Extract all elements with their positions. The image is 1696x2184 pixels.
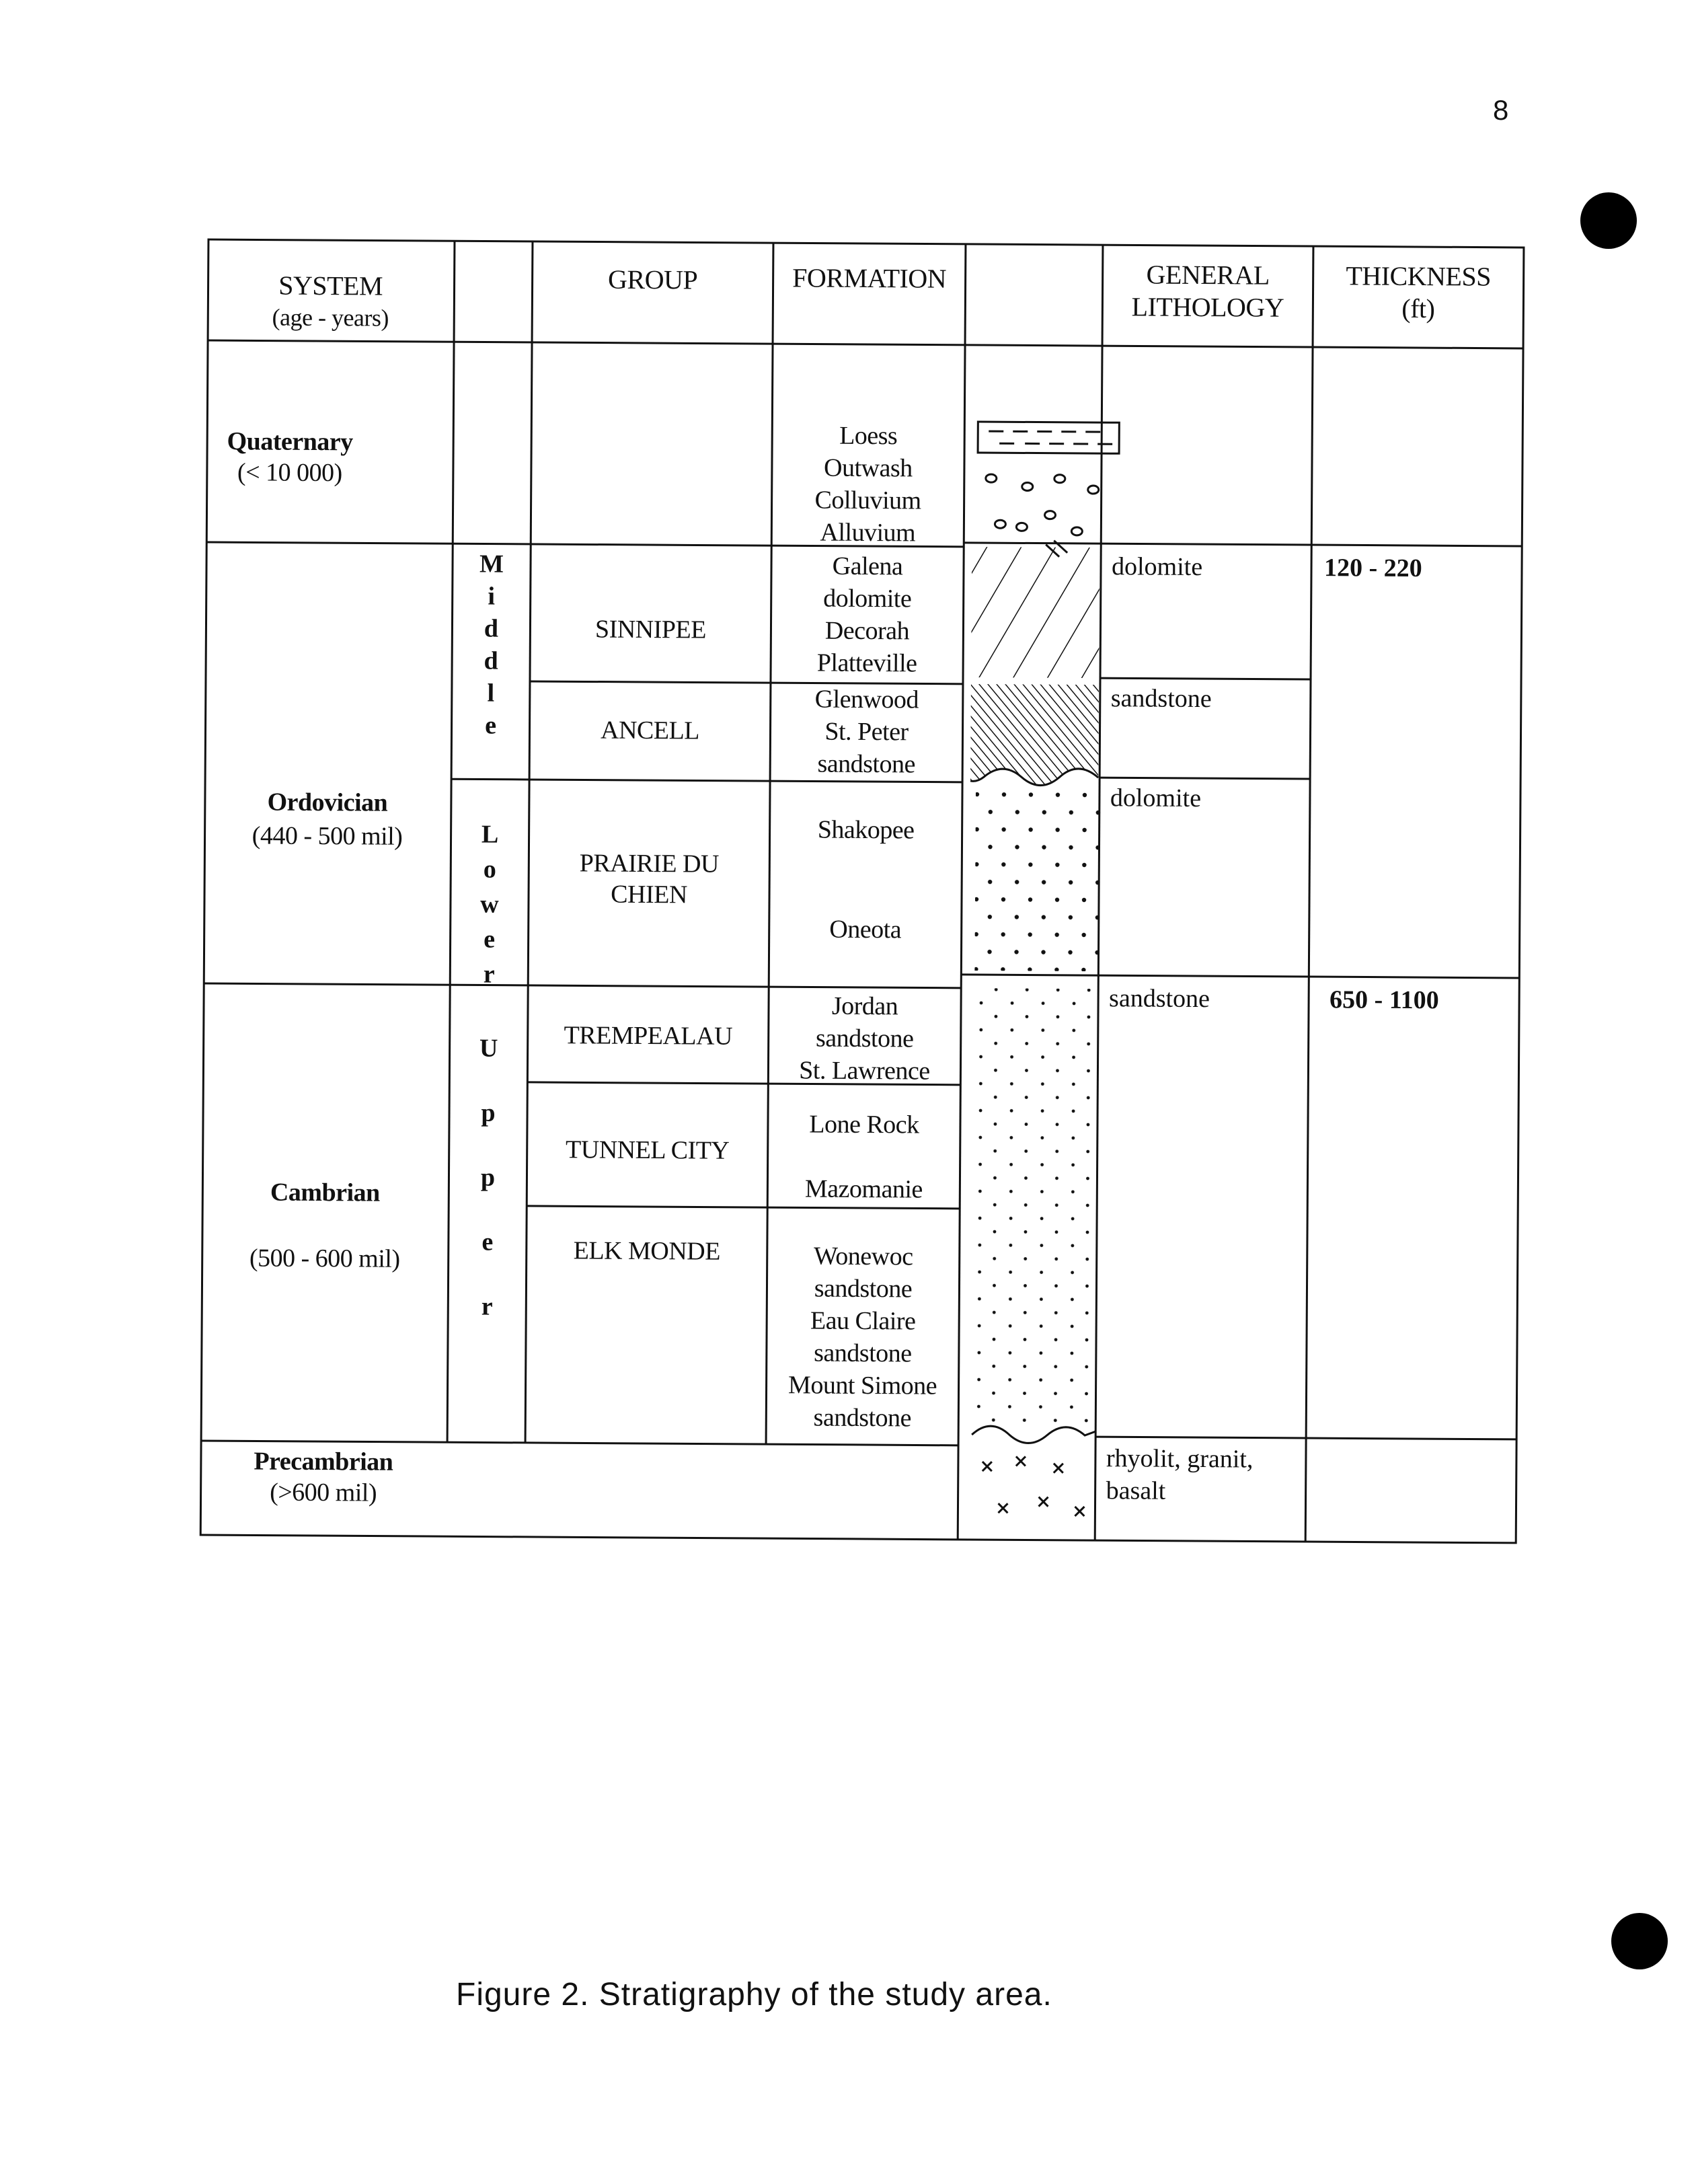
group-elk-monde: ELK MONDE xyxy=(573,1236,721,1266)
formation-lone-rock: Lone Rock xyxy=(809,1110,919,1139)
system-quaternary: Quaternary xyxy=(227,427,353,457)
group-sinnipee: SINNIPEE xyxy=(594,615,707,644)
lithology-dolomite-sinnipee: dolomite xyxy=(1111,552,1203,582)
header-thickness: THICKNESS (ft) xyxy=(1346,260,1492,324)
header-lithology: GENERAL LITHOLOGY xyxy=(1131,259,1284,323)
age-ordovician: (440 - 500 mil) xyxy=(252,821,403,851)
lithology-precambrian: rhyolit, granit, basalt xyxy=(1106,1444,1254,1505)
system-cambrian: Cambrian xyxy=(270,1178,380,1207)
header-system: SYSTEM xyxy=(278,270,383,301)
age-quaternary: (< 10 000) xyxy=(237,458,342,488)
series-middle: M i d d l e xyxy=(479,550,504,740)
formation-oneota: Oneota xyxy=(829,915,902,944)
age-cambrian: (500 - 600 mil) xyxy=(249,1244,400,1273)
lithology-dolomite-prairie: dolomite xyxy=(1110,784,1202,813)
system-precambrian: Precambrian xyxy=(254,1447,393,1476)
group-tunnel-city: TUNNEL CITY xyxy=(565,1135,730,1165)
age-precambrian: (>600 mil) xyxy=(270,1478,377,1507)
punch-hole-top xyxy=(1580,192,1637,249)
formation-sinnipee: Galena dolomite Decorah Platteville xyxy=(816,552,917,678)
group-trempealau: TREMPEALAU xyxy=(564,1021,733,1051)
stratigraphy-table xyxy=(199,238,1525,1544)
group-ancell: ANCELL xyxy=(600,716,700,745)
group-prairie-du-chien: PRAIRIE DU CHIEN xyxy=(579,849,720,909)
formation-quaternary: Loess Outwash Colluvium Alluvium xyxy=(814,421,921,548)
page-number: 8 xyxy=(1493,94,1509,126)
formation-trempealau: Jordan sandstone St. Lawrence xyxy=(799,991,930,1086)
header-group: GROUP xyxy=(607,264,698,295)
header-formation: FORMATION xyxy=(792,262,947,294)
formation-mazomanie: Mazomanie xyxy=(804,1174,923,1204)
lithology-sandstone-cambrian: sandstone xyxy=(1108,984,1210,1014)
series-upper: U p p e r xyxy=(479,1034,498,1321)
lithology-sandstone-ancell: sandstone xyxy=(1110,684,1212,714)
header-system-sub: (age - years) xyxy=(272,303,389,332)
figure-caption: Figure 2. Stratigraphy of the study area. xyxy=(456,1977,1052,2012)
system-ordovician: Ordovician xyxy=(267,788,388,817)
punch-hole-bottom xyxy=(1611,1913,1668,1969)
series-lower: L o w e r xyxy=(480,820,499,989)
formation-ancell: Glenwood St. Peter sandstone xyxy=(814,685,919,779)
thickness-cambrian: 650 - 1100 xyxy=(1329,985,1439,1015)
thickness-ordovician: 120 - 220 xyxy=(1323,554,1422,583)
formation-elk-monde: Wonewoc sandstone Eau Claire sandstone Mount Simone sandstone xyxy=(787,1242,937,1433)
formation-shakopee: Shakopee xyxy=(817,815,915,845)
